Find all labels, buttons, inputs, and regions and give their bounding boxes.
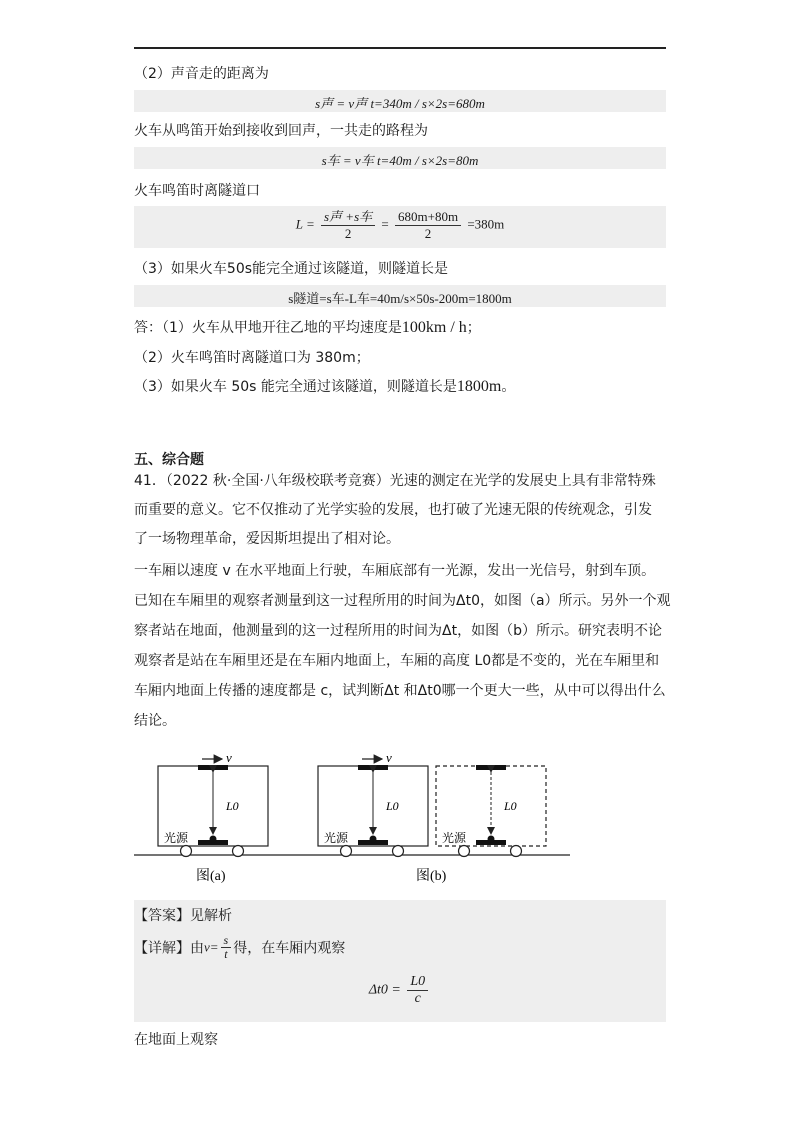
caption-a: 图(a) [196,869,226,884]
wheel [341,846,352,857]
denominator: 2 [344,226,352,241]
velocity-label: v [226,750,232,765]
car-a-roof-plate [198,765,228,770]
question-line: 而重要的意义。它不仅推动了光学实验的发展，也打破了光速无限的传统观念，引发 [134,502,652,518]
light-source-bulb [370,836,377,843]
numerator: s声 +s车 [321,209,375,226]
source-label: 光源 [324,831,349,845]
answer-label: 【答案】见解析 [134,908,232,924]
wheel [233,846,244,857]
fraction [221,934,232,961]
wheel [459,846,470,857]
formula-text: s车 = v车 t=40m / s×2s=80m [321,153,479,168]
car-b-dashed [416,765,546,884]
answer-1-text: 答：（1）火车从甲地开往乙地的平均速度是 [134,320,402,336]
fraction [321,209,375,242]
answer-1-value: 100km / h [401,319,467,336]
result: =380m [467,216,505,232]
detail-box [134,930,666,1022]
answer-3-text: （3）如果火车 50s 能完全通过该隧道，则隧道长是 [134,379,457,395]
answer-3-suffix: 。 [501,379,516,395]
ground-observation-text: 在地面上观察 [134,1032,218,1048]
numerator: 680m+80m [395,209,461,226]
detail-suffix: 得，在车厢内观察 [233,940,346,957]
answer-3-value: 1800m [456,378,502,395]
denominator: 2 [424,226,432,241]
answer-3 [134,377,515,397]
car-b-roof-plate [358,765,388,770]
header-rule [134,47,666,49]
car-b-solid [318,750,428,857]
numerator: s [221,934,232,948]
source-label: 光源 [442,831,467,845]
train-path-text: 火车从鸣笛开始到接收到回声，一共走的路程为 [134,123,428,139]
question-line: 了一场物理革命，爱因斯坦提出了相对论。 [134,531,400,547]
caption-b: 图(b) [416,869,447,884]
car-a [158,750,268,884]
question-line: 察者站在地面，他测量到的这一过程所用的时间为Δt，如图（b）所示。研究表明不论 [134,623,662,639]
formula-lhs: L = [295,216,315,232]
wheel [181,846,192,857]
step-3-text: （3）如果火车50s能完全通过该隧道，则隧道长是 [134,261,449,277]
formula-tunnel-length [134,285,666,307]
denominator: c [414,991,421,1006]
wheel [511,846,522,857]
source-label: 光源 [164,831,189,845]
light-source-bulb [488,836,495,843]
question-line: 41．（2022 秋·全国·八年级校联考竞赛）光速的测定在光学的发展史上具有非常特殊 [134,473,656,489]
question-line: 已知在车厢里的观察者测量到这一过程所用的时间为Δt0，如图（a）所示。另外一个观 [134,593,671,609]
question-line: 观察者是站在车厢里还是在车厢内地面上，车厢的高度 L0都是不变的，光在车厢里和 [134,653,660,669]
section-heading: 五、综合题 [134,452,204,468]
wheel [393,846,404,857]
formula-text: s隧道=s车-L车=40m/s×50s-200m=1800m [288,291,512,306]
formula-fraction-row [134,209,666,242]
denominator: t [224,947,228,961]
question-line: 一车厢以速度 v 在水平地面上行驶，车厢底部有一光源，发出一光信号，射到车顶。 [134,563,656,579]
velocity-label: v [386,750,392,765]
answer-1 [134,318,481,338]
fraction [407,974,428,1007]
formula-sound-distance [134,90,666,112]
whistle-distance-text: 火车鸣笛时离隧道口 [134,183,260,199]
train-light-diagram [134,748,574,888]
formula-train-distance [134,147,666,169]
detail-prefix: 【详解】由 [134,940,204,957]
formula-lhs: Δt0 = [368,982,401,998]
answer-1-suffix: ； [466,320,481,336]
step-2-text: （2）声音走的距离为 [134,66,269,82]
v-eq: v= [204,939,219,955]
detail-line [134,934,345,961]
formula-dt0 [134,974,666,1007]
formula-text: s声 = v声 t=340m / s×2s=680m [315,96,485,111]
numerator: L0 [407,974,428,991]
length-label: L0 [386,799,399,813]
answer-box [134,900,666,930]
formula-tunnel-distance [134,206,666,248]
answer-2: （2）火车鸣笛时离隧道口为 380m； [134,350,370,366]
car-b-later-roof-plate [476,765,506,770]
question-line: 结论。 [134,713,176,729]
light-source-bulb [210,836,217,843]
length-label: L0 [504,799,517,813]
equals: = [381,216,389,232]
length-label: L0 [226,799,239,813]
question-line: 车厢内地面上传播的速度都是 c，试判断Δt 和Δt0哪一个更大一些，从中可以得出什么 [134,683,666,699]
fraction [395,209,461,242]
